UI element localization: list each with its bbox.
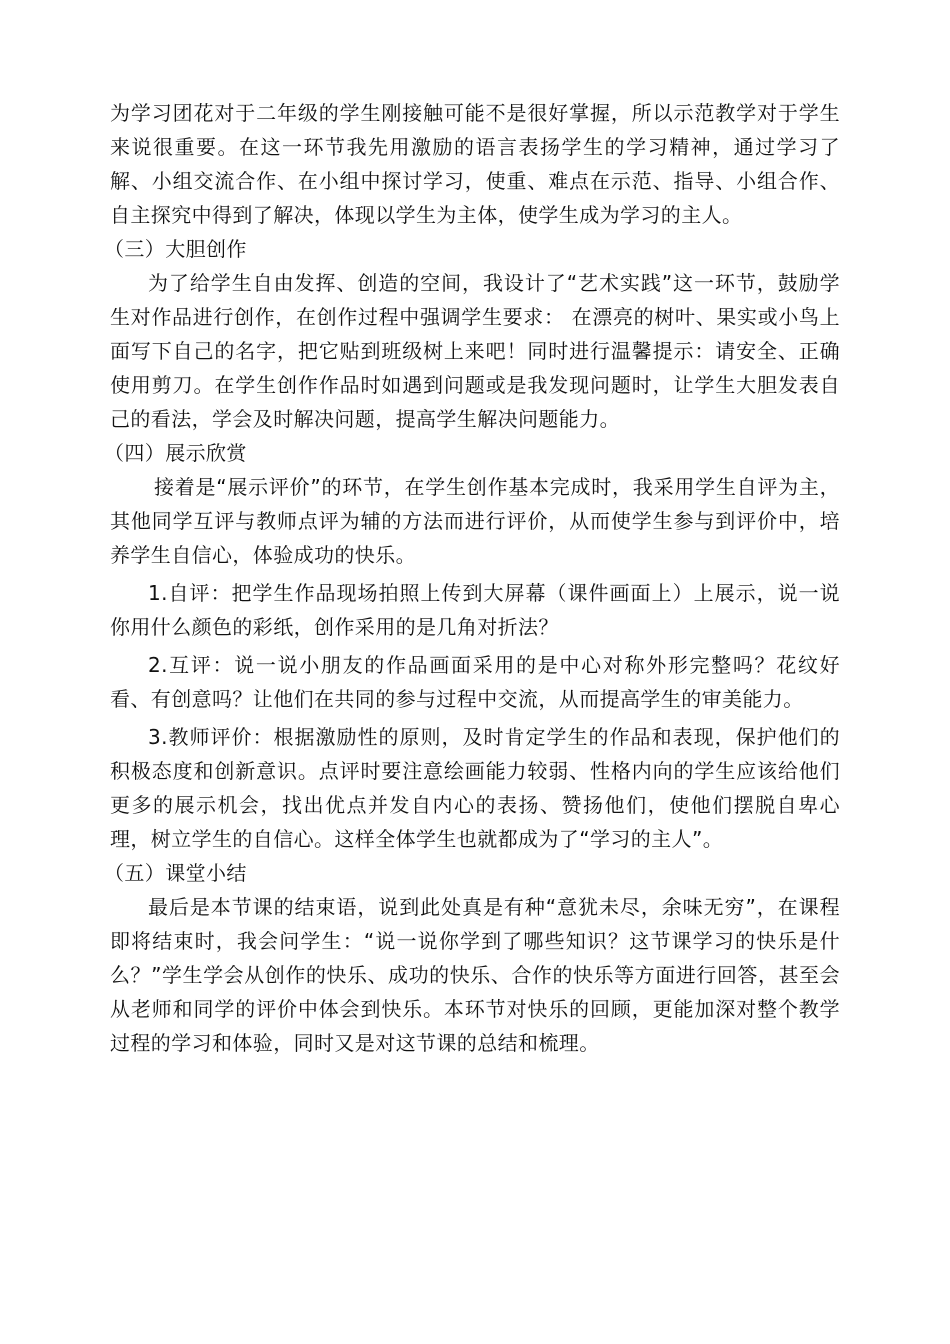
paragraph-display-evaluation: 接着是“展示评价”的环节，在学生创作基本完成时，我采用学生自评为主，其他同学互评与教师点评为辅的方法而进行评价，从而使学生参与到评价中，培养学生自信心，体验成功的快乐。 — [110, 475, 840, 567]
list-item-self-evaluation: 1.自评：把学生作品现场拍照上传到大屏幕（课件画面上）上展示，说一说你用什么颜色的彩纸，创作采用的是几角对折法？ — [110, 581, 840, 639]
document-page — [104, 96, 840, 1060]
paragraph-art-practice: 为了给学生自由发挥、创造的空间，我设计了“艺术实践”这一环节，鼓励学生对作品进行创作，在创作过程中强调学生要求： 在漂亮的树叶、果实或小鸟上面写下自己的名字，把它贴到班级树上来吧！同时进行温馨提示：请安全、正确使用剪刀。在学生创作作品时如遇到问题或是我发现问题时，让学生大胆发表自己的看法，学会及时解决问题，提高学生解决问题能力。 — [110, 271, 840, 431]
heading-class-summary: （五）课堂小结 — [104, 861, 247, 885]
paragraph-demonstration-teaching: 为学习团花对于二年级的学生刚接触可能不是很好掌握，所以示范教学对于学生来说很重要。在这一环节我先用激励的语言表扬学生的学习精神，通过学习了解、小组交流合作、在小组中探讨学习，使重、难点在示范、指导、小组合作、自主探究中得到了解决，体现以学生为主体，使学生成为学习的主人。 — [110, 101, 840, 227]
list-item-peer-evaluation: 2.互评：说一说小朋友的作品画面采用的是中心对称外形完整吗？花纹好看、有创意吗？让他们在共同的参与过程中交流，从而提高学生的审美能力。 — [110, 653, 840, 711]
heading-display-appreciation: （四）展示欣赏 — [104, 441, 247, 465]
heading-bold-creation: （三）大胆创作 — [104, 237, 247, 261]
paragraph-class-summary: 最后是本节课的结束语，说到此处真是有种“意犹未尽，余味无穷”，在课程即将结束时，我会问学生：“说一说你学到了哪些知识？这节课学习的快乐是什么？”学生学会从创作的快乐、成功的快乐、合作的快乐等方面进行回答，甚至会从老师和同学的评价中体会到快乐。本环节对快乐的回顾，更能加深对整个教学过程的学习和体验，同时又是对这节课的总结和梳理。 — [110, 895, 840, 1055]
list-item-teacher-evaluation: 3.教师评价：根据激励性的原则，及时肯定学生的作品和表现，保护他们的积极态度和创新意识。点评时要注意绘画能力较弱、性格内向的学生应该给他们更多的展示机会，找出优点并发自内心的表扬、赞扬他们，使他们摆脱自卑心理，树立学生的自信心。这样全体学生也就都成为了“学习的主人”。 — [110, 725, 840, 851]
